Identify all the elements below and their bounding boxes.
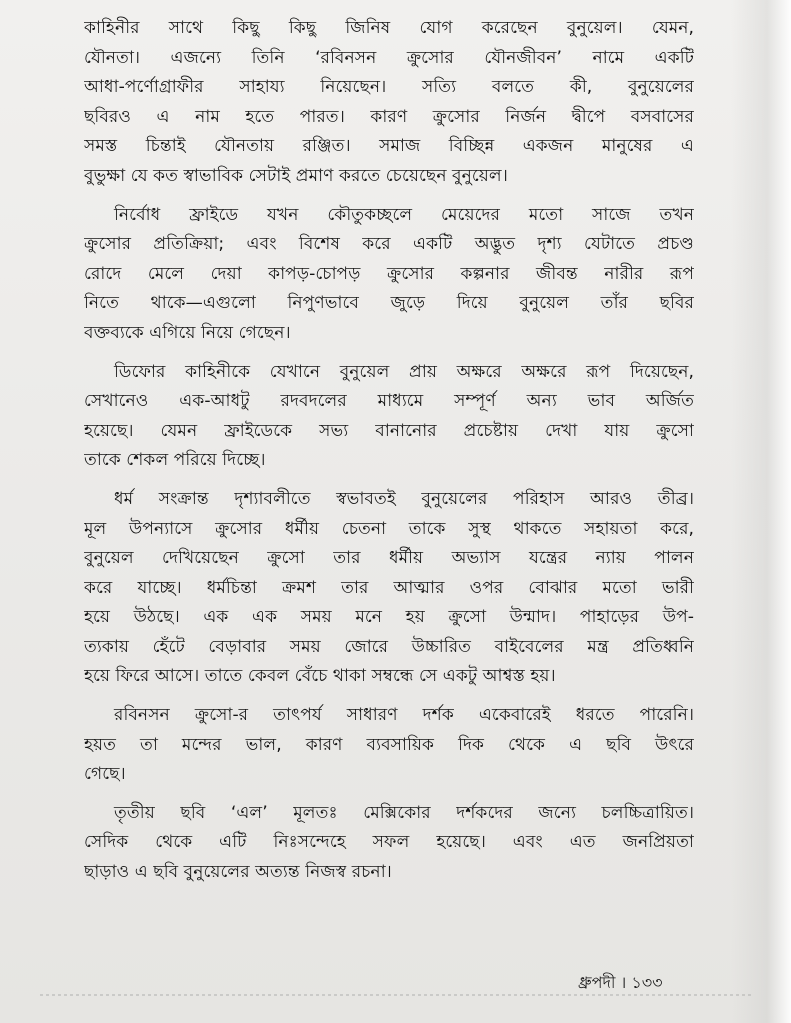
paragraph-2 — [84, 201, 694, 349]
text-line: হয়েছে। যেমন ফ্রাইডেকে সভ্য বানানোর প্রচেষ্টায় দেখা যায় ক্রুসো — [84, 420, 694, 441]
text-line: হয়ে ফিরে আসে। তাতে কেবল বেঁচে থাকা সম্বন্ধে সে একটু আশ্বস্ত হয়। — [84, 666, 556, 687]
page-number: ১৩৩ — [631, 973, 663, 992]
text-line: রোদে মেলে দেয়া কাপড়-চোপড় ক্রুসোর কল্পনার জীবন্ত নারীর রূপ — [84, 263, 694, 284]
text-line: নির্বোধ ফ্রাইডে যখন কৌতুকচ্ছলে মেয়েদের মতো সাজে তখন — [114, 204, 694, 225]
text-line: ছাড়াও এ ছবি বুনুয়েলের অত্যন্ত নিজস্ব রচনা। — [84, 862, 392, 883]
text-line: ত্যকায় হেঁটে বেড়াবার সময় জোরে উচ্চারিত বাইবেলের মন্ত্র প্রতিধ্বনি — [84, 636, 694, 657]
body-text — [84, 14, 694, 888]
text-line: ছবিরও এ নাম হতে পারত। কারণ ক্রুসোর নির্জন দ্বীপে বসবাসের — [84, 106, 694, 127]
paragraph-1 — [84, 14, 694, 192]
text-line: গেছে। — [84, 764, 126, 785]
text-line: নিতে থাকে—এগুলো নিপুণভাবে জুড়ে দিয়ে বুনুয়েল তাঁর ছবির — [84, 293, 694, 314]
paragraph-5 — [84, 701, 694, 790]
footer-separator: । — [620, 973, 627, 992]
text-line: তাকে শেকল পরিয়ে দিচ্ছে। — [84, 450, 266, 471]
text-line: বক্তব্যকে এগিয়ে নিয়ে গেছেন। — [84, 322, 291, 343]
page-footer — [578, 970, 663, 997]
text-line: তৃতীয় ছবি ‘এল’ মূলতঃ মেক্সিকোর দর্শকদের জন্যে চলচ্চিত্রায়িত। — [114, 802, 694, 823]
text-line: সেদিক থেকে এটি নিঃসন্দেহে সফল হয়েছে। এবং এত জনপ্রিয়তা — [84, 832, 694, 853]
text-line: যৌনতা। এজন্যে তিনি ‘রবিনসন ক্রুসোর যৌনজীবন’ নামে একটি — [84, 47, 694, 68]
journal-name: ধ্রুপদী — [578, 973, 616, 992]
paragraph-6 — [84, 799, 694, 888]
page-edge-shadow — [731, 0, 791, 1023]
text-line: কাহিনীর সাথে কিছু কিছু জিনিষ যোগ করেছেন বুনুয়েল। যেমন, — [84, 18, 694, 38]
text-line: ক্রুসোর প্রতিক্রিয়া; এবং বিশেষ করে একটি অদ্ভুত দৃশ্য যেটাতে প্রচণ্ড — [84, 234, 694, 255]
paragraph-3 — [84, 358, 694, 476]
text-line: হয়ে উঠছে। এক এক সময় মনে হয় ক্রুসো উন্মাদ। পাহাড়ের উপ- — [84, 607, 694, 628]
paragraph-4 — [84, 485, 694, 692]
text-line: আধা-পর্ণোগ্রাফীর সাহায্য নিয়েছেন। সত্যি বলতে কী, বুনুয়েলের — [84, 77, 694, 98]
text-line: করে যাচ্ছে। ধর্মচিন্তা ক্রমশ তার আত্মার ওপর বোঝার মতো ভারী — [84, 577, 694, 598]
text-line: সমস্ত চিন্তাই যৌনতায় রঞ্জিত। সমাজ বিচ্ছিন্ন একজন মানুষের এ — [84, 136, 694, 157]
text-line: ধর্ম সংক্রান্ত দৃশ্যাবলীতে স্বভাবতই বুনুয়েলের পরিহাস আরও তীব্র। — [114, 488, 694, 509]
text-line: সেখানেও এক-আধটু রদবদলের মাধ্যমে সম্পূর্ণ অন্য ভাব অর্জিত — [84, 391, 694, 412]
text-line: বুনুয়েল দেখিয়েছেন ক্রুসো তার ধর্মীয় অভ্যাস যন্ত্রের ন্যায় পালন — [84, 548, 694, 569]
text-line: রবিনসন ক্রুসো-র তাৎপর্য সাধারণ দর্শক একেবারেই ধরতে পারেনি। — [114, 705, 694, 726]
text-line: হয়ত তা মন্দের ভাল, কারণ ব্যবসায়িক দিক থেকে এ ছবি উৎরে — [84, 734, 694, 755]
text-line: বুভুক্ষা যে কত স্বাভাবিক সেটাই প্রমাণ করতে চেয়েছেন বুনুয়েল। — [84, 165, 508, 186]
text-line: মূল উপন্যাসে ক্রুসোর ধর্মীয় চেতনা তাকে সুস্থ থাকতে সহায়তা করে, — [84, 518, 694, 539]
text-line: ডিফোর কাহিনীকে যেখানে বুনুয়েল প্রায় অক্ষরে অক্ষরে রূপ দিয়েছেন, — [114, 361, 694, 382]
